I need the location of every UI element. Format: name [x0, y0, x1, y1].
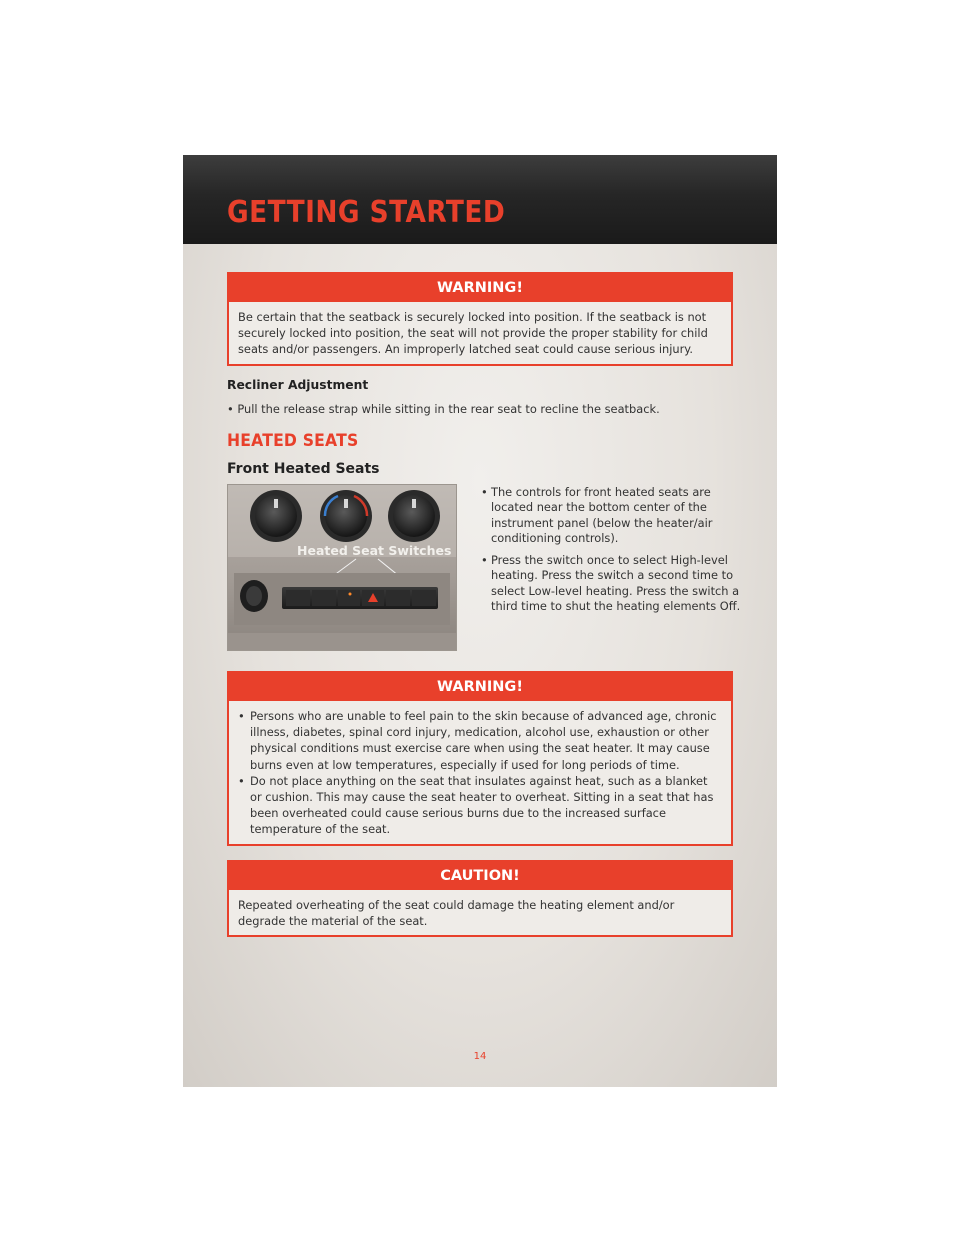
- heated-seats-bullets: [471, 485, 741, 621]
- warning-box-heated-seats: [227, 671, 733, 846]
- caution-text: Repeated overheating of the seat could damage the heating element and/or degrade the material of the seat.: [238, 898, 675, 929]
- list-item: • Do not place anything on the seat that insulates against heat, such as a blanket or cushion. This may cause the seat heater to overheat. Sitting in a seat that has been overheated could cause serious burns due to the increased surface temperature of the seat.: [238, 773, 722, 838]
- warning-box-seatback: [227, 272, 733, 366]
- page-number: 14: [473, 1051, 487, 1062]
- caution-body: [229, 890, 731, 929]
- warning-body: [229, 701, 731, 838]
- recliner-heading: Recliner Adjustment: [227, 378, 369, 392]
- warning-title: WARNING!: [229, 673, 731, 701]
- manual-page: [183, 155, 777, 1087]
- warning-text: Be certain that the seatback is securely locked into position. If the seatback is not securely locked into position, the seat will not provide the proper stability for child seats and/or passengers. An improperly latched seat could cause serious injury.: [238, 310, 708, 357]
- list-item: • The controls for front heated seats are located near the bottom center of the instrument panel (below the heater/air conditioning controls).: [471, 485, 741, 546]
- page-header: [183, 155, 777, 244]
- list-item: • Press the switch once to select High-level heating. Press the switch a second time to select Low-level heating. Press the switch a third time to shut the heating elements Off.: [471, 553, 741, 614]
- warning-title: WARNING!: [229, 274, 731, 302]
- list-item: • Persons who are unable to feel pain to the skin because of advanced age, chronic illness, diabetes, spinal cord injury, medication, alcohol use, exhaustion or other physical conditions must exercise care when using the seat heater. It may cause burns even at low temperatures, especially if used for long periods of time.: [238, 708, 722, 773]
- caution-box: [227, 860, 733, 937]
- page-title: GETTING STARTED: [227, 195, 506, 230]
- warning-body: [229, 302, 731, 358]
- caution-title: CAUTION!: [229, 862, 731, 890]
- heated-seat-switches-photo: [227, 484, 457, 651]
- heated-seats-title: HEATED SEATS: [227, 431, 359, 451]
- front-heated-seats-subtitle: Front Heated Seats: [227, 461, 380, 477]
- photo-label: Heated Seat Switches: [297, 543, 452, 558]
- recliner-bullet: • Pull the release strap while sitting in the rear seat to recline the seatback.: [227, 402, 660, 416]
